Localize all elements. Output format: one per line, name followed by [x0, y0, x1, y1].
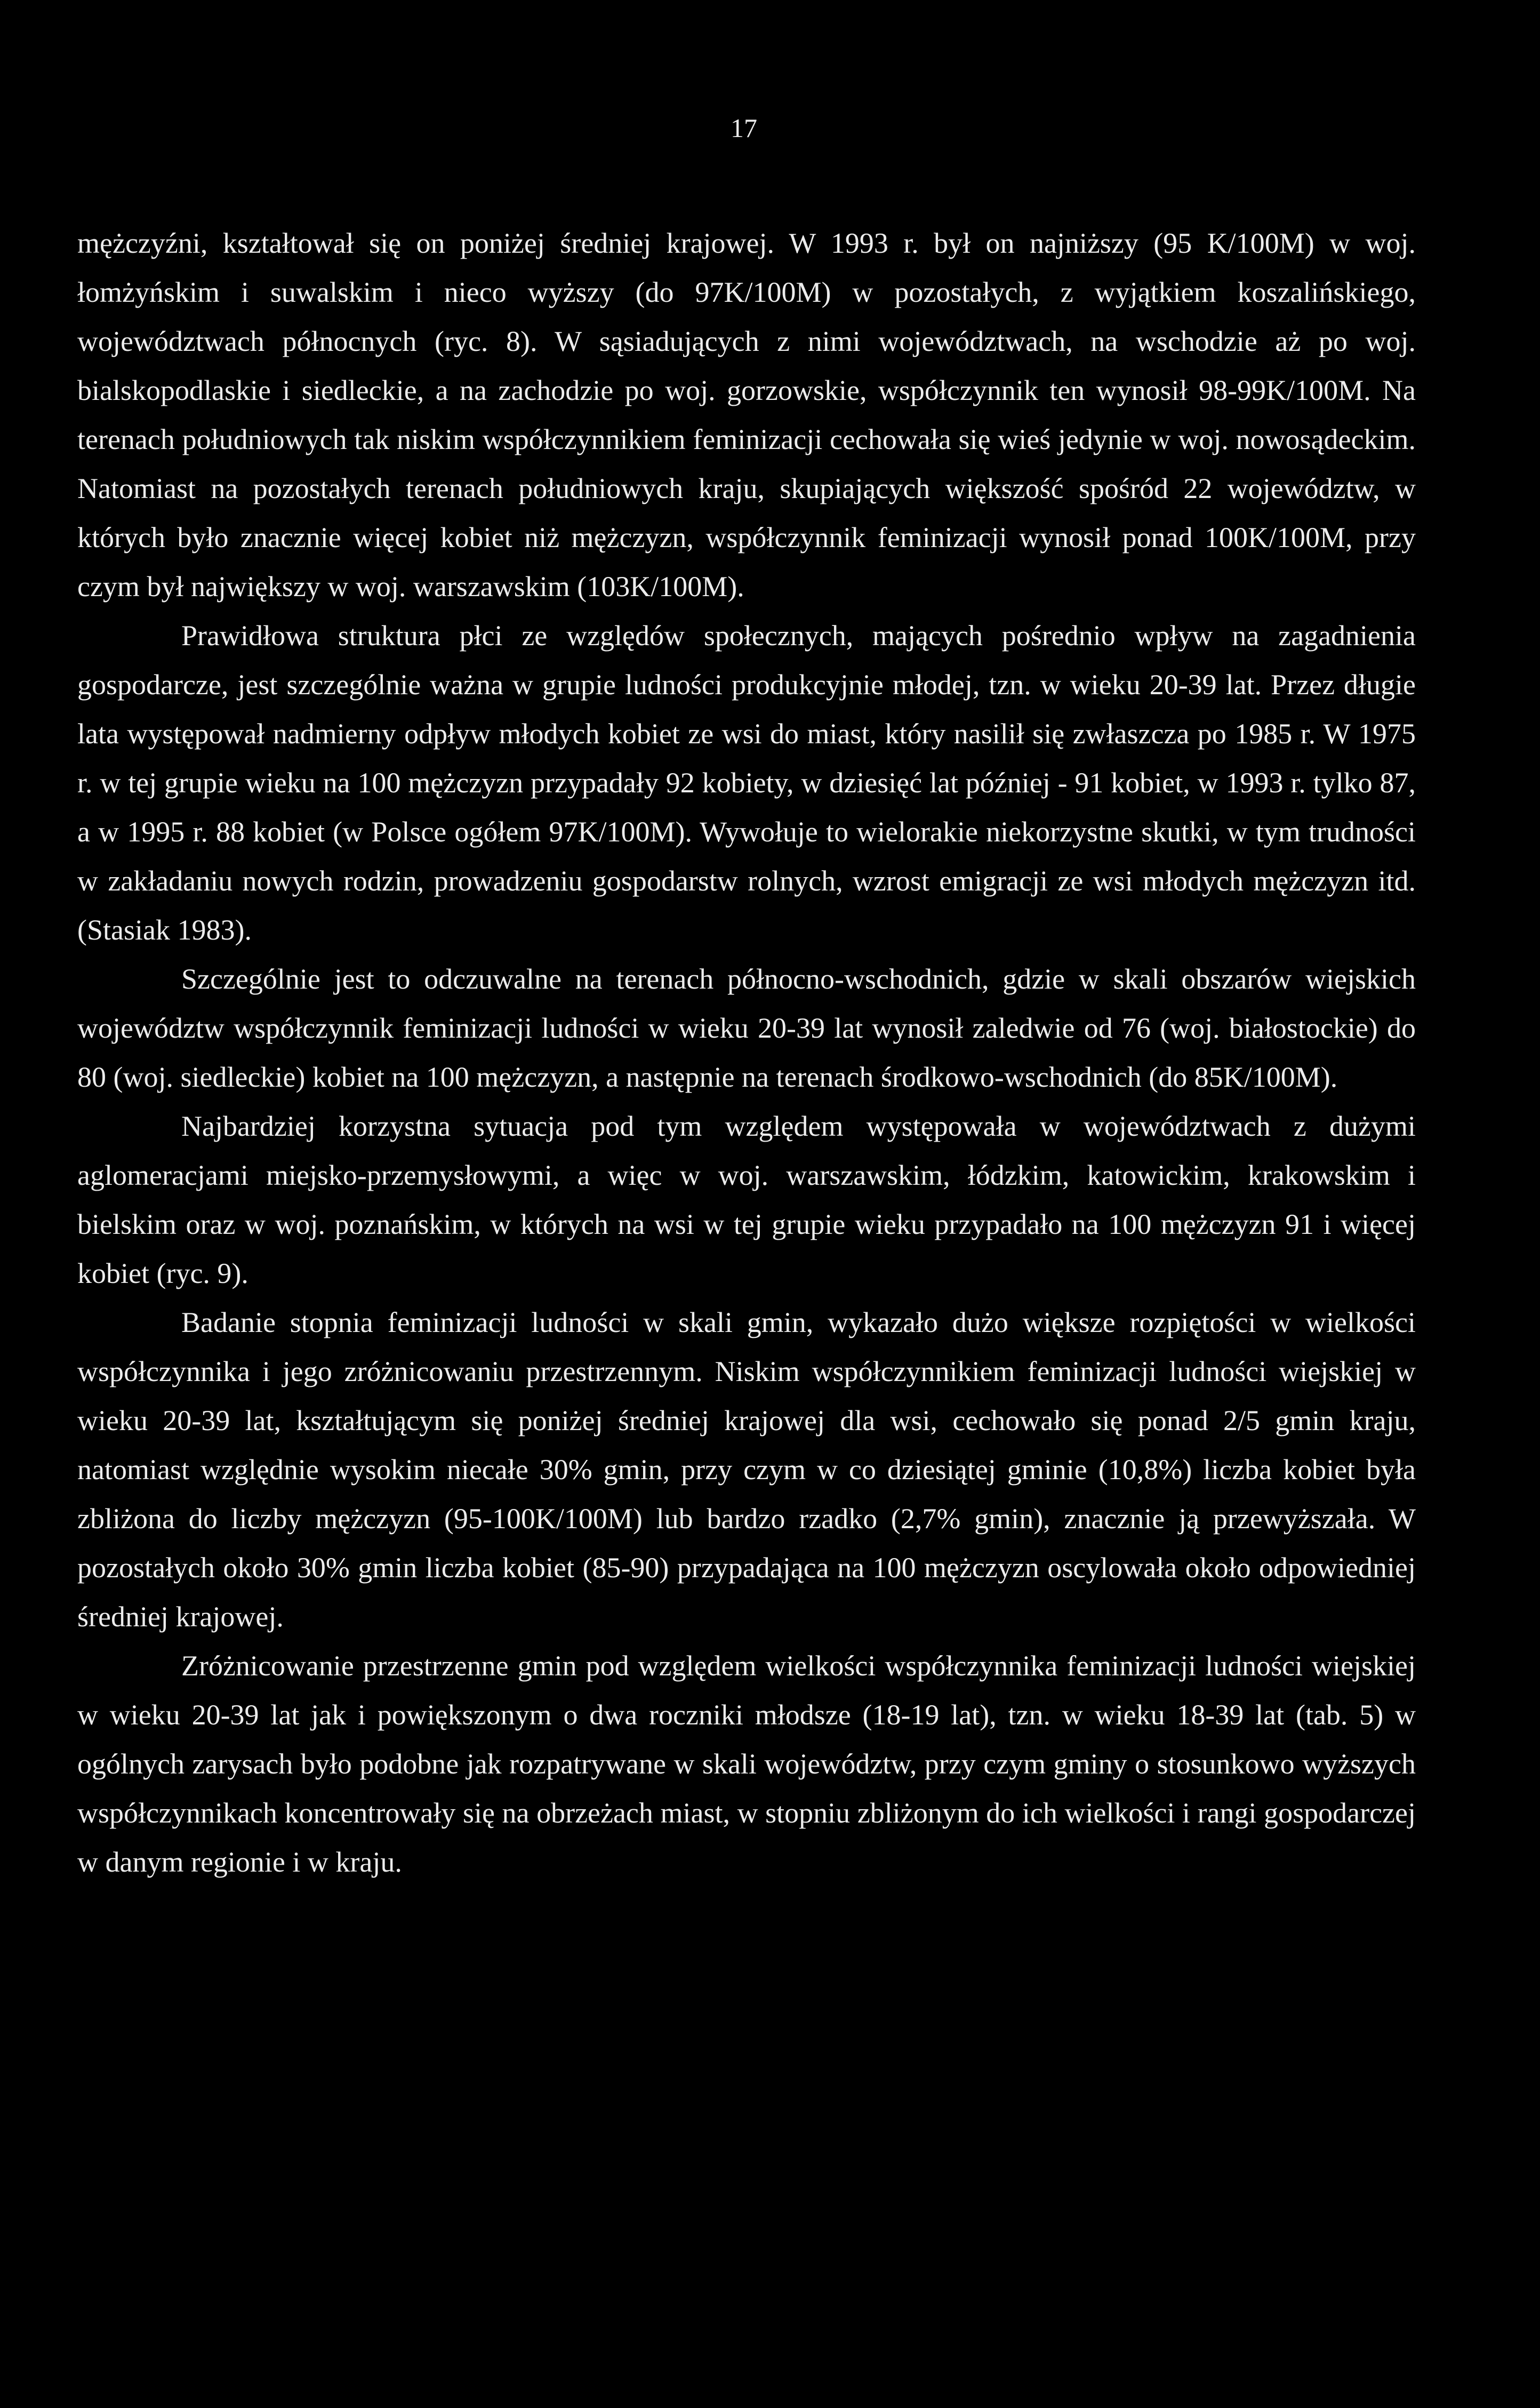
body-text: [77, 219, 1416, 1887]
paragraph: Najbardziej korzystna sytuacja pod tym względem występowała w województwach z dużymi aglomeracjami miejsko-przemysłowymi, a więc w woj. warszawskim, łódzkim, katowickim, krakowskim i bielskim oraz w woj. poznańskim, w których na wsi w tej grupie wieku przypadało na 100 mężczyzn 91 i więcej kobiet (ryc. 9).: [77, 1110, 1416, 1289]
paragraph: Szczególnie jest to odczuwalne na terenach północno-wschodnich, gdzie w skali obszarów wiejskich województw współczynnik feminizacji ludności w wieku 20-39 lat wynosił zaledwie od 76 (woj. białostockie) do 80 (woj. siedleckie) kobiet na 100 mężczyzn, a następnie na terenach środkowo-wschodnich (do 85K/100M).: [77, 963, 1416, 1093]
paragraph: Prawidłowa struktura płci ze względów społecznych, mających pośrednio wpływ na zagadnienia gospodarcze, jest szczególnie ważna w grupie ludności produkcyjnie młodej, tzn. w wieku 20-39 lat. Przez długie lata występował nadmierny odpływ młodych kobiet ze wsi do miast, który nasilił się zwłaszcza po 1985 r. W 1975 r. w tej grupie wieku na 100 mężczyzn przypadały 92 kobiety, w dziesięć lat później - 91 kobiet, w 1993 r. tylko 87, a w 1995 r. 88 kobiet (w Polsce ogółem 97K/100M). Wywołuje to wielorakie niekorzystne skutki, w tym trudności w zakładaniu nowych rodzin, prowadzeniu gospodarstw rolnych, wzrost emigracji ze wsi młodych mężczyzn itd. (Stasiak 1983).: [77, 620, 1416, 946]
paragraph: Zróżnicowanie przestrzenne gmin pod względem wielkości współczynnika feminizacji ludności wiejskiej w wieku 20-39 lat jak i powiększonym o dwa roczniki młodsze (18-19 lat), tzn. w wieku 18-39 lat (tab. 5) w ogólnych zarysach było podobne jak rozpatrywane w skali województw, przy czym gminy o stosunkowo wyższych współczynnikach koncentrowały się na obrzeżach miast, w stopniu zbliżonym do ich wielkości i rangi gospodarczej w danym regionie i w kraju.: [77, 1650, 1416, 1878]
paragraph-continuation: mężczyźni, kształtował się on poniżej średniej krajowej. W 1993 r. był on najniższy (95 K/100M) w woj. łomżyńskim i suwalskim i nieco wyższy (do 97K/100M) w pozostałych, z wyjątkiem koszalińskiego, województwach północnych (ryc. 8). W sąsiadujących z nimi województwach, na wschodzie aż po woj. bialskopodlaskie i siedleckie, a na zachodzie po woj. gorzowskie, współczynnik ten wynosił 98-99K/100M. Na terenach południowych tak niskim współczynnikiem feminizacji cechowała się wieś jedynie w woj. nowosądeckim. Natomiast na pozostałych terenach południowych kraju, skupiających większość spośród 22 województw, w których było znacznie więcej kobiet niż mężczyzn, współczynnik feminizacji wynosił ponad 100K/100M, przy czym był największy w woj. warszawskim (103K/100M).: [77, 227, 1416, 603]
paragraph: Badanie stopnia feminizacji ludności w skali gmin, wykazało dużo większe rozpiętości w wielkości współczynnika i jego zróżnicowaniu przestrzennym. Niskim współczynnikiem feminizacji ludności wiejskiej w wieku 20-39 lat, kształtującym się poniżej średniej krajowej dla wsi, cechowało się ponad 2/5 gmin kraju, natomiast względnie wysokim niecałe 30% gmin, przy czym w co dziesiątej gminie (10,8%) liczba kobiet była zbliżona do liczby mężczyzn (95-100K/100M) lub bardzo rzadko (2,7% gmin), znacznie ją przewyższała. W pozostałych około 30% gmin liczba kobiet (85-90) przypadająca na 100 mężczyzn oscylowała około odpowiedniej średniej krajowej.: [77, 1306, 1416, 1633]
page-number: 17: [731, 113, 757, 143]
